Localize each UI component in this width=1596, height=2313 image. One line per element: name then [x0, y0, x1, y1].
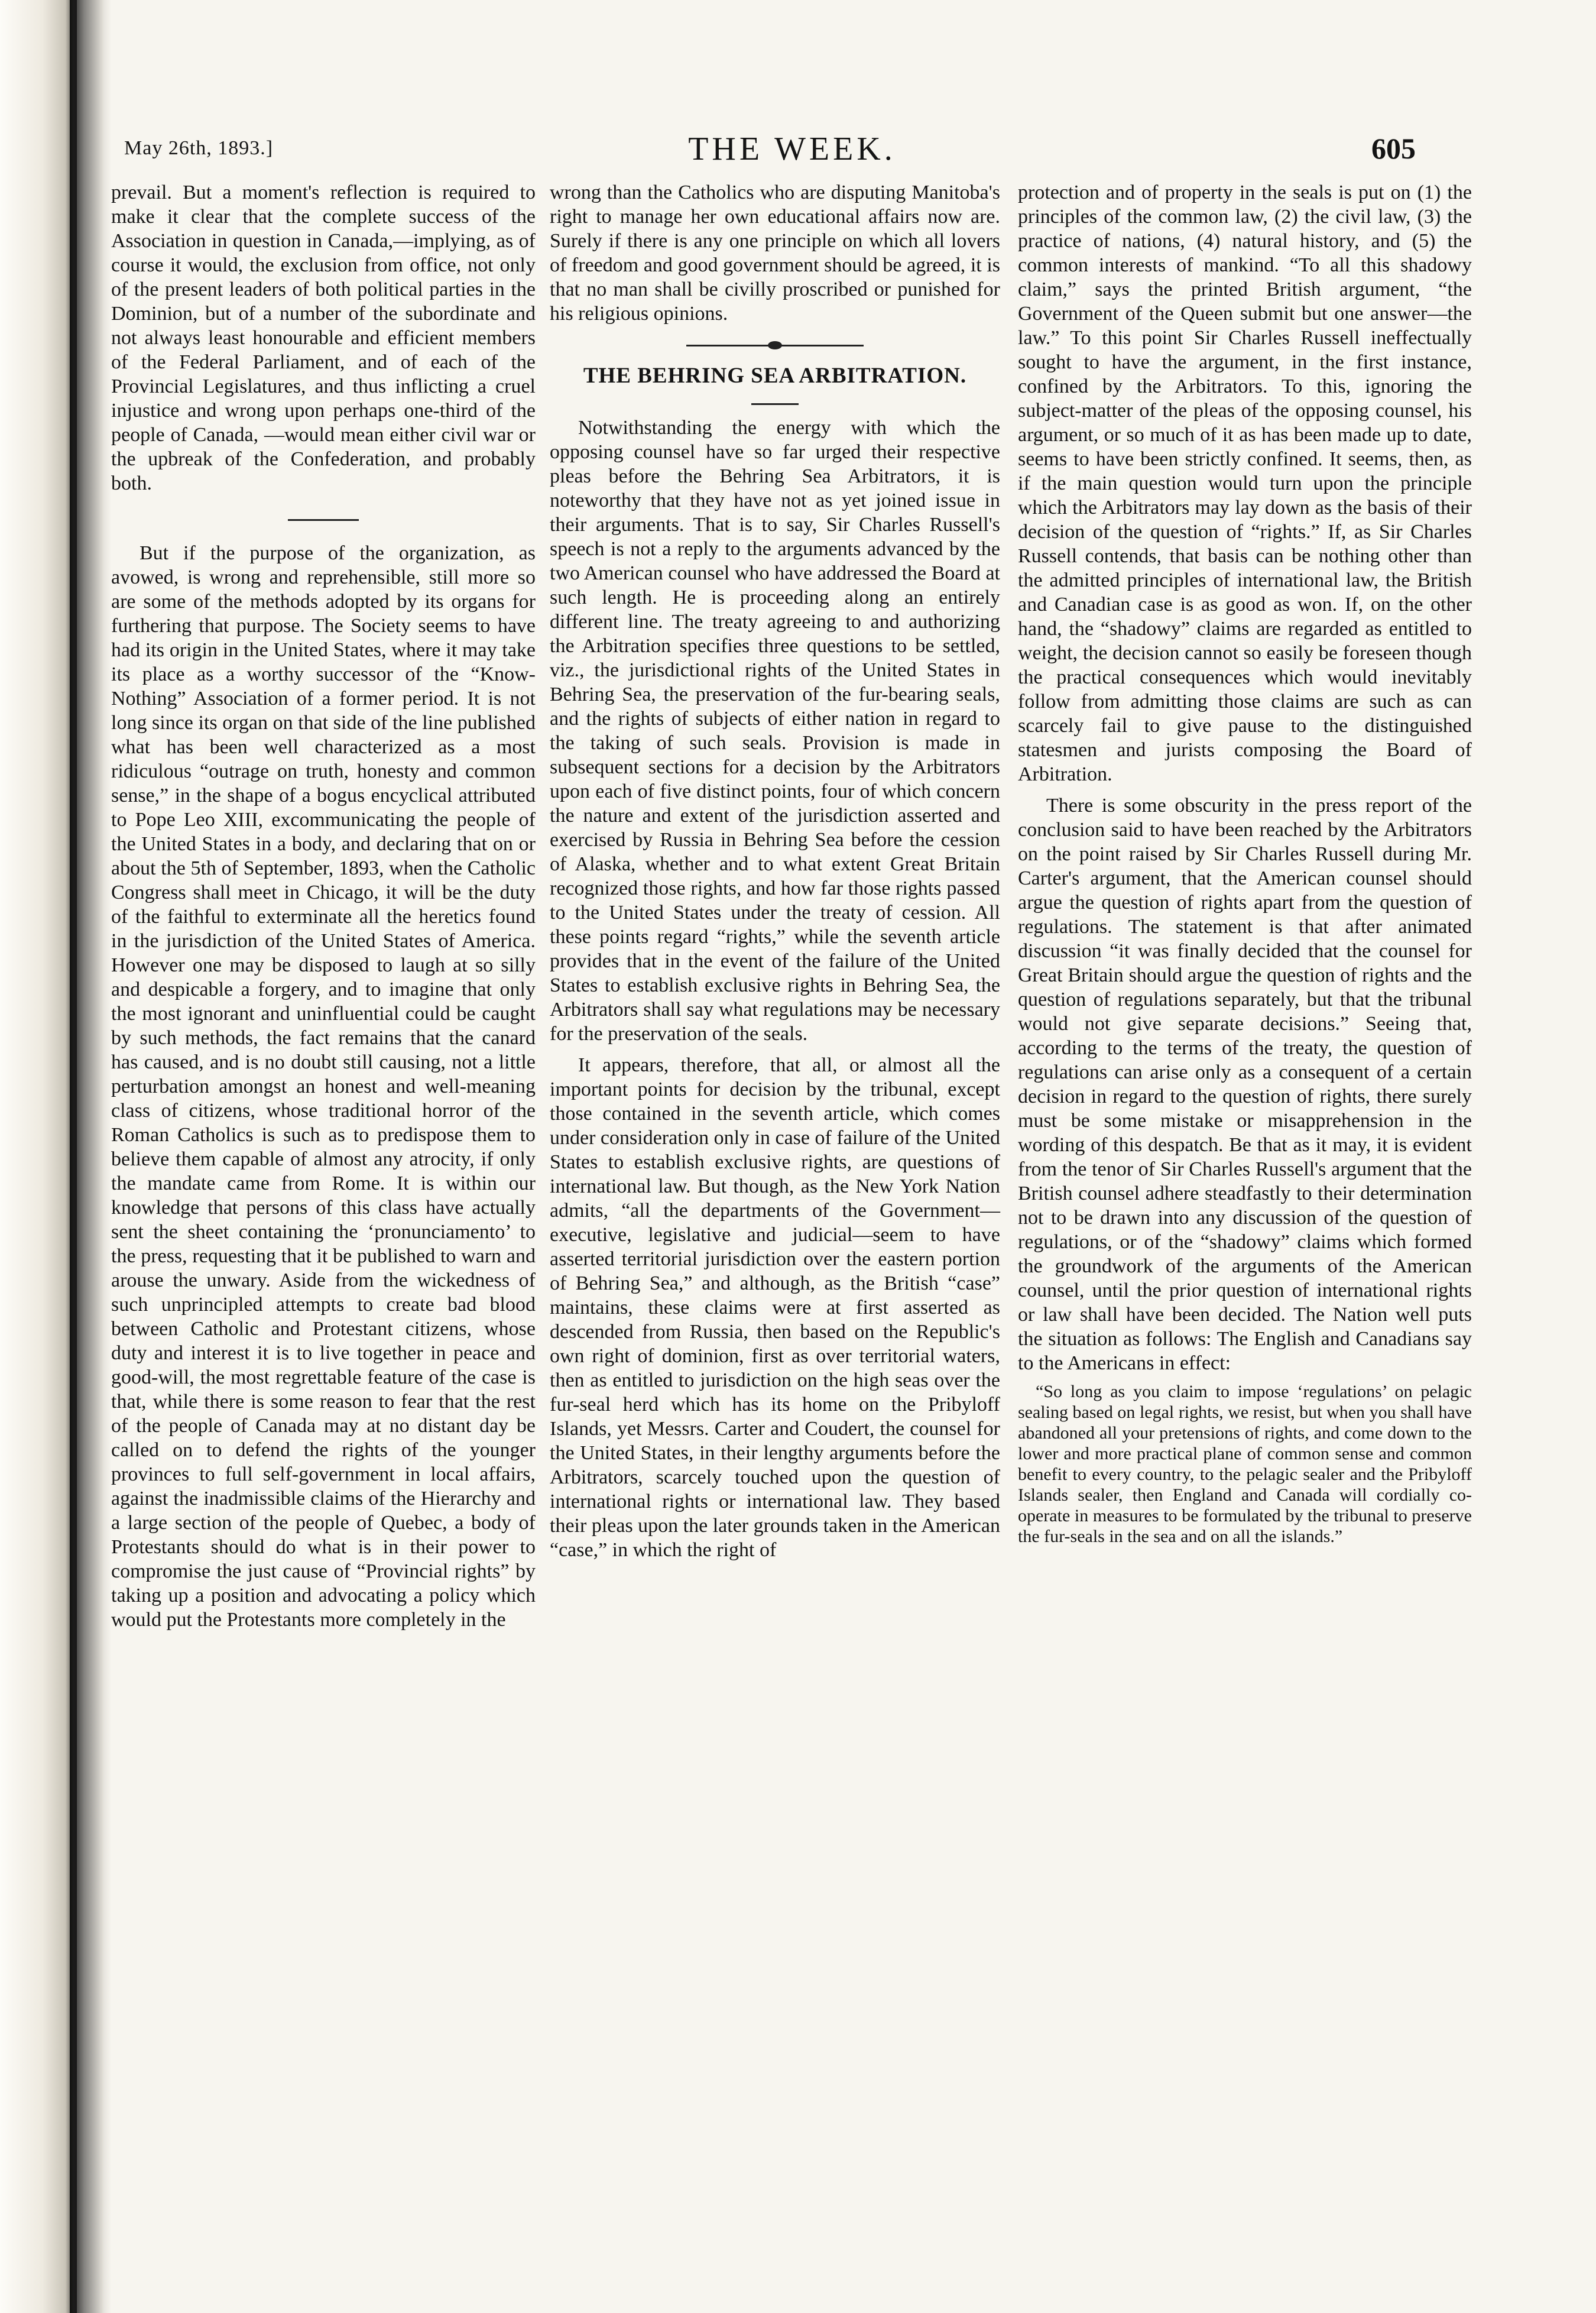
- page-number: 605: [1371, 132, 1416, 165]
- header-date: May 26th, 1893.]: [124, 137, 274, 159]
- text-column-3: [1018, 180, 1472, 1547]
- block-quote: “So long as you claim to impose ‘regulations’ on pelagic sealing based on legal rights, we resist, but when you shall have abandoned all your pretensions of rights, and come down to the lower and more practical plane of common sense and common benefit to every country, to the pelagic sealer and the Pribyloff Islands sealer, then England and Canada will cordially co-operate in measures to be formulated by the tribunal to preserve the fur-seals in the sea and on all the islands.”: [1018, 1382, 1472, 1546]
- text-column-1: [111, 180, 536, 1632]
- heading-underline: [751, 403, 799, 405]
- column-2-paragraph-1: wrong than the Catholics who are disputing Manitoba's right to manage her own educational affairs now are. Surely if there is any one principle on which all lovers of freedom and good government should be agreed, it is that no man shall be civilly proscribed or punished for his religious opinions.: [550, 182, 1000, 325]
- periodical-title: THE WEEK.: [688, 131, 896, 167]
- column-2-paragraph-3: It appears, therefore, that all, or almost all the important points for decision by the tribunal, except those contained in the seventh article, which comes under consideration only in case of failure of the United States to establish exclusive rights, are questions of international law. But though, as the New York Nation admits, “all the departments of the Government—executive, legislative and judicial—seem to have asserted territorial jurisdiction over the eastern portion of Behring Sea,” and although, as the British “case” maintains, these claims were at first asserted as descended from Russia, then based on the Republic's own right of dominion, first as over territorial waters, then as entitled to jurisdiction on the high seas over the fur-seal herd which has its home on the Pribyloff Islands, yet Messrs. Carter and Coudert, the counsel for the United States, in their lengthy arguments before the Arbitrators, scarcely touched upon the question of international rights or international law. They based their pleas upon the later grounds taken in the American “case,” in which the right of: [550, 1054, 1000, 1561]
- binding-gutter-shadow: [70, 0, 111, 2313]
- section-divider: [288, 519, 359, 521]
- article-heading: THE BEHRING SEA ARBITRATION.: [583, 364, 967, 388]
- column-1-paragraph-2: But if the purpose of the organization, as avowed, is wrong and reprehensible, still more so are some of the methods adopted by its organs for furthering that purpose. The Society seems to have had its origin in the United States, where it may take its place as a worthy successor of the “Know-Nothing” Association of a former period. It is not long since its organ on that side of the line published what has been well characterized as a most ridiculous “outrage on truth, honesty and common sense,” in the shape of a bogus encyclical attributed to Pope Leo XIII, excommunicating the people of the United States in a body, and declaring that on or about the 5th of September, 1893, when the Catholic Congress shall meet in Chicago, it will be the duty of the faithful to exterminate all the heretics found in the jurisdiction of the United States of America. However one may be disposed to laugh at so silly and despicable a forgery, and to imagine that only the most ignorant and uninfluential could be caught by such methods, the fact remains that the canard has caused, and is no doubt still causing, not a little perturbation amongst an honest and well-meaning class of citizens, whose traditional horror of the Roman Catholics is such as to predispose them to believe them capable of almost any atrocity, if only the mandate came from Rome. It is within our knowledge that persons of this class have actually sent the sheet containing the ‘pronunciamento’ to the press, requesting that it be published to warn and arouse the unwary. Aside from the wickedness of such unprincipled attempts to create bad blood between Catholic and Protestant citizens, whose duty and interest it is to live together in peace and good-will, the most regrettable feature of the case is that, while there is some reason to fear that the rest of the people of Canada may at no distant day be called on to defend the rights of the younger provinces to full self-government in local affairs, against the inadmissible claims of the Hierarchy and a large section of the people of Quebec, a body of Protestants should do what is in their power to compromise the just cause of “Provincial rights” by taking up a position and advocating a policy which would put the Protestants more completely in the: [111, 542, 536, 1631]
- previous-page-edge: [0, 0, 77, 2313]
- column-1-paragraph-1: prevail. But a moment's reflection is required to make it clear that the complete success of the Association in question in Canada,—implying, as of course it would, the exclusion from office, not only of the present leaders of both political parties in the Dominion, but of a number of the subordinate and not always least honourable and efficient members of the Federal Parliament, and of each of the Provincial Legislatures, and thus inflicting a cruel injustice and wrong upon perhaps one-third of the people of Canada, —would mean either civil war or the upbreak of the Confederation, and probably both.: [111, 182, 536, 494]
- ornamental-divider: [686, 341, 864, 349]
- column-2-paragraph-2: Notwithstanding the energy with which the opposing counsel have so far urged their respective pleas before the Behring Sea Arbitrators, it is noteworthy that they have not as yet joined issue in their arguments. That is to say, Sir Charles Russell's speech is not a reply to the arguments advanced by the two American counsel who have addressed the Board at such length. He is proceeding along an entirely different line. The treaty agreeing to and authorizing the Arbitration specifies three questions to be settled, viz., the jurisdictional rights of the United States in Behring Sea, the preservation of the fur-bearing seals, and the rights of subjects of either nation in regard to the taking of such seals. Provision is made in subsequent sections for a decision by the Arbitrators upon each of five distinct points, four of which concern the nature and extent of the jurisdiction asserted and exercised by Russia in Behring Sea before the cession of Alaska, whether and to what extent Great Britain recognized those rights, and how far those rights passed to the United States under the treaty of cession. All these points regard “rights,” while the seventh article provides that in the event of the failure of the United States to establish exclusive rights in Behring Sea, the Arbitrators shall say what regulations may be necessary for the preservation of the seals.: [550, 417, 1000, 1045]
- column-3-paragraph-1: protection and of property in the seals is put on (1) the principles of the common law, (2) the civil law, (3) the practice of nations, (4) natural history, and (5) the common interests of mankind. “To all this shadowy claim,” says the printed British argument, “the Government of the Queen submit but one answer—the law.” To this point Sir Charles Russell ineffectually sought to have the argument, in the first instance, confined by the Arbitrators. To this, ignoring the subject-matter of the pleas of the opposing counsel, his argument, or so much of it as has been made up to date, seems to have been strictly confined. It seems, then, as if the main question would turn upon the principle which the Arbitrators may lay down as the basis of their decision of the question of “rights.” If, as Sir Charles Russell contends, that basis can be nothing other than the admitted principles of international law, the British and Canadian case is as good as won. If, on the other hand, the “shadowy” claims are regarded as entitled to weight, the decision cannot so easily be foreseen though the practical consequences which would inevitably follow from admitting those claims are such as can scarcely fail to give pause to the distinguished statesmen and jurists composing the Board of Arbitration.: [1018, 182, 1472, 785]
- column-3-paragraph-2: There is some obscurity in the press report of the conclusion said to have been reached by the Arbitrators on the point raised by Sir Charles Russell during Mr. Carter's argument, that the American counsel should argue the question of rights apart from the question of regulations. The statement is that after animated discussion “it was finally decided that the counsel for Great Britain should argue the question of rights and the question of regulations separately, but that the tribunal would not give separate decisions.” Seeing that, according to the terms of the treaty, the question of regulations can arise only as a consequent of a certain decision in regard to the question of rights, there surely must be some mistake or misapprehension in the wording of this despatch. Be that as it may, it is evident from the tenor of Sir Charles Russell's argument that the British counsel adhere steadfastly to their determination not to be drawn into any discussion of the question of regulations, or of the “shadowy” claims which formed the groundwork of the arguments of the American counsel, until the prior question of international rights or law shall have been decided. The Nation well puts the situation as follows: The English and Canadians say to the Americans in effect:: [1018, 795, 1472, 1374]
- text-column-2: [550, 180, 1000, 1562]
